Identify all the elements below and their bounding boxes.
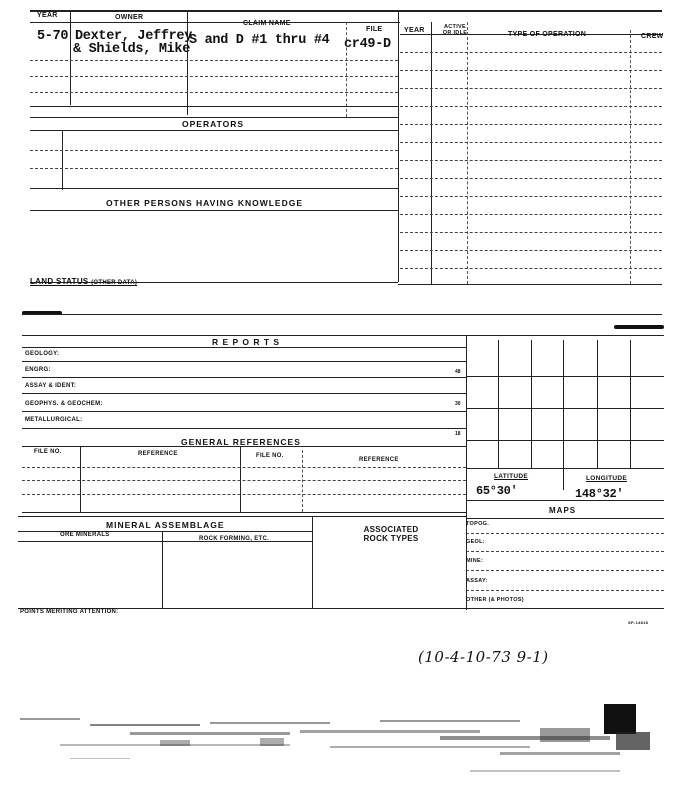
header-owner: OWNER [115, 14, 144, 21]
claim-row-line [30, 92, 398, 93]
report-number: 48 [455, 369, 461, 375]
header-activity-year: YEAR [404, 27, 425, 34]
refs-file-no-1: FILE NO. [34, 449, 62, 455]
reports-top-line [22, 335, 664, 336]
entry-owner-line1: Dexter, Jeffrey [75, 29, 193, 44]
other-persons-title: OTHER PERSONS HAVING KNOWLEDGE [106, 198, 304, 208]
scan-blot [604, 704, 636, 734]
maps-row-line [466, 590, 664, 591]
report-geophys: GEOPHYS. & GEOCHEM: [25, 401, 103, 407]
activity-row [400, 214, 662, 215]
report-row-line [22, 428, 466, 429]
refs-row-line [22, 480, 466, 481]
activity-row [400, 52, 662, 53]
maps-row-line [466, 570, 664, 571]
ore-minerals-header: ORE MINERALS [60, 532, 110, 538]
report-row-line [22, 377, 466, 378]
mineral-assemblage-title: MINERAL ASSEMBLAGE [106, 520, 225, 530]
scan-noise [0, 700, 678, 800]
refs-header-line [22, 446, 466, 447]
activity-row [400, 232, 662, 233]
points-meriting-attention: POINTS MERITING ATTENTION: [20, 609, 119, 615]
maps-other: OTHER (& PHOTOS) [466, 597, 524, 603]
header-type-of-operation: TYPE OF OPERATION [508, 31, 587, 38]
activity-row [400, 178, 662, 179]
rock-forming-header: ROCK FORMING, ETC. [199, 536, 270, 542]
latlong-bottom [466, 500, 664, 501]
operators-header-line [30, 130, 398, 131]
report-number: 30 [455, 401, 461, 407]
scan-blot [614, 325, 664, 329]
report-number: 18 [455, 431, 461, 437]
mineral-col-line [162, 531, 163, 608]
top-border [30, 10, 662, 12]
activity-row [400, 88, 662, 89]
activity-row [400, 196, 662, 197]
operators-bottom-line [30, 188, 398, 189]
report-geology: GEOLOGY: [25, 351, 60, 357]
claim-col-line [187, 10, 188, 115]
report-row-line [22, 393, 466, 394]
land-status-title: LAND STATUS (OTHER DATA) [30, 277, 138, 286]
longitude-value: 148°32' [575, 487, 624, 501]
maps-topog: TOPOG. [466, 521, 490, 527]
reports-title: R E P O R T S [212, 337, 281, 347]
reports-header-line [22, 347, 466, 348]
grid-col [597, 340, 598, 468]
activity-row [400, 124, 662, 125]
crew-col-line [630, 30, 631, 284]
other-persons-line [30, 210, 398, 211]
mineral-top-line [18, 516, 466, 517]
report-row-line [22, 411, 466, 412]
header-file: FILE [366, 26, 383, 33]
entry-file: cr49-D [344, 37, 391, 52]
activity-row [400, 142, 662, 143]
claim-row-line [30, 106, 398, 107]
refs-row-line [22, 467, 466, 468]
refs-reference-1: REFERENCE [138, 451, 178, 457]
entry-owner-line2: & Shields, Mike [73, 42, 191, 57]
claim-row-line [30, 76, 398, 77]
section-separator [22, 314, 662, 315]
file-col-line [346, 22, 347, 117]
handwritten-reference: (10-4-10-73 9-1) [418, 648, 549, 666]
mid-divider [398, 10, 399, 282]
refs-col-line [240, 446, 241, 512]
mineral-subheader-line [18, 541, 312, 542]
grid-row [466, 408, 664, 409]
activity-row [400, 70, 662, 71]
operators-col-line [62, 130, 63, 190]
associated-rock-types: ASSOCIATED ROCK TYPES [363, 525, 419, 543]
grid-col [531, 340, 532, 468]
refs-reference-2: REFERENCE [359, 457, 399, 463]
refs-file-no-2: FILE NO. [256, 453, 284, 459]
refs-col-line [302, 450, 303, 512]
grid-col [630, 340, 631, 468]
entry-year: 5-70 [37, 29, 69, 44]
report-engrg: ENGRG: [25, 367, 51, 373]
maps-header-line [466, 518, 664, 519]
header-underline-left [30, 22, 400, 23]
report-assay: ASSAY & IDENT: [25, 383, 77, 389]
header-crew: CREW [641, 33, 664, 40]
activity-bottom [398, 284, 662, 285]
latitude-label: LATITUDE [494, 473, 529, 480]
refs-row-line [22, 494, 466, 495]
refs-bottom-line [22, 512, 466, 513]
operators-title: OPERATORS [182, 119, 245, 129]
maps-row-line [466, 551, 664, 552]
form-number: SP-14818 [628, 620, 649, 625]
maps-geol: GEOL: [466, 539, 485, 545]
report-metallurgical: METALLURGICAL: [25, 417, 83, 423]
maps-assay: ASSAY: [466, 578, 488, 584]
grid-col [498, 340, 499, 468]
maps-mine: MINE: [466, 558, 484, 564]
maps-row-line [466, 533, 664, 534]
general-references-title: GENERAL REFERENCES [181, 437, 301, 447]
entry-claim-name: S and D #1 thru #4 [189, 33, 330, 48]
header-active-or-idle: ACTIVE OR IDLE [442, 24, 468, 36]
refs-col-line [80, 446, 81, 512]
activity-row [400, 106, 662, 107]
activity-row [400, 160, 662, 161]
latitude-value: 65°30' [476, 484, 518, 498]
activity-row [400, 268, 662, 269]
owner-col-line [70, 10, 71, 105]
operator-row-line [30, 150, 398, 151]
maps-title: MAPS [549, 506, 577, 515]
header-year: YEAR [37, 12, 58, 19]
operator-row-line [30, 168, 398, 169]
header-claim-name: CLAIM NAME [243, 20, 291, 27]
claim-row-line [30, 60, 398, 61]
grid-row [466, 468, 664, 469]
longitude-label: LONGITUDE [586, 475, 627, 482]
operators-top-line [30, 117, 398, 118]
report-row-line [22, 361, 466, 362]
grid-row [466, 376, 664, 377]
activity-row [400, 250, 662, 251]
grid-row [466, 440, 664, 441]
active-col-line [431, 22, 432, 284]
mineral-col-line [312, 516, 313, 608]
type-col-line [467, 22, 468, 284]
